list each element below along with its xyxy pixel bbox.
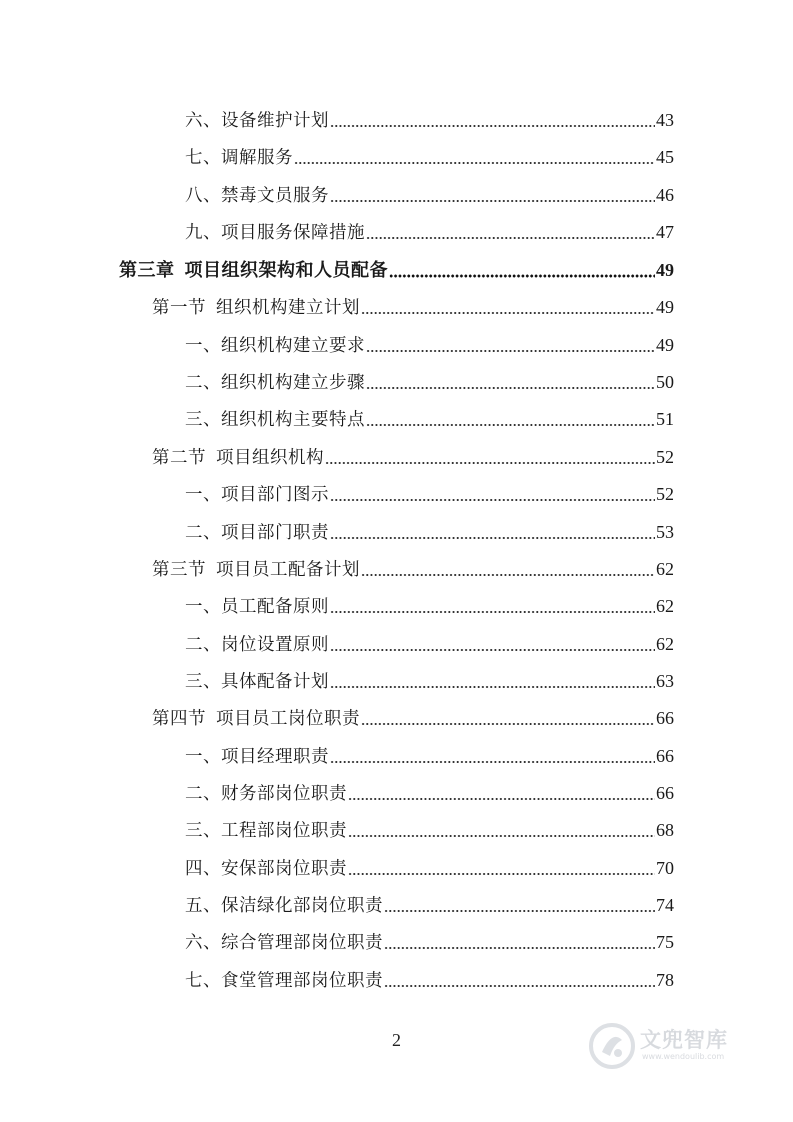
toc-entry[interactable]	[185, 405, 674, 433]
toc-dot-leader	[330, 757, 655, 767]
toc-entry-number: 第二节	[152, 448, 206, 468]
toc-entry-page: 52	[656, 447, 674, 467]
toc-entry-label	[185, 144, 293, 172]
toc-entry-title: 项目部门职责	[221, 523, 329, 543]
toc-dot-leader	[366, 233, 655, 243]
toc-dot-leader	[384, 906, 655, 916]
toc-entry-page: 63	[656, 671, 674, 691]
toc-dot-leader	[330, 495, 655, 505]
toc-dot-leader	[330, 121, 655, 131]
toc-entry[interactable]	[185, 331, 674, 359]
toc-entry-number: 三、	[185, 410, 221, 430]
toc-entry-page: 43	[656, 110, 674, 130]
toc-dot-leader	[384, 943, 655, 953]
toc-entry[interactable]	[185, 854, 674, 882]
toc-entry-label	[185, 631, 329, 659]
toc-entry-title: 综合管理部岗位职责	[221, 933, 383, 953]
toc-entry-number: 三、	[185, 672, 221, 692]
toc-entry-number: 一、	[185, 747, 221, 767]
toc-entry-page: 68	[656, 820, 674, 840]
toc-dot-leader	[361, 308, 655, 318]
toc-entry-title: 食堂管理部岗位职责	[221, 971, 383, 991]
toc-entry-number: 第四节	[152, 709, 206, 729]
toc-entry-title: 项目员工岗位职责	[216, 709, 360, 729]
toc-entry-number: 七、	[185, 148, 221, 168]
toc-entry-number: 三、	[185, 821, 221, 841]
toc-dot-leader	[330, 533, 655, 543]
toc-dot-leader	[366, 346, 655, 356]
toc-entry[interactable]	[185, 928, 674, 956]
toc-entry[interactable]	[152, 293, 674, 321]
toc-entry-title: 项目组织架构和人员配备	[184, 260, 388, 281]
toc-entry-label	[185, 855, 347, 883]
toc-entry-page: 74	[656, 895, 674, 915]
toc-entry-page: 49	[656, 297, 674, 317]
watermark-logo-icon	[588, 1022, 636, 1070]
toc-entry-number: 二、	[185, 635, 221, 655]
toc-entry-label	[185, 519, 329, 547]
toc-entry-page: 47	[656, 222, 674, 242]
toc-entry-label	[185, 369, 365, 397]
toc-entry-label	[185, 668, 329, 696]
toc-entry-title: 具体配备计划	[221, 672, 329, 692]
toc-entry-label	[185, 967, 383, 995]
toc-entry[interactable]	[185, 592, 674, 620]
toc-entry[interactable]	[185, 742, 674, 770]
toc-dot-leader	[361, 570, 655, 580]
toc-entry[interactable]	[185, 518, 674, 546]
toc-dot-leader	[330, 682, 655, 692]
toc-entry-page: 75	[656, 932, 674, 952]
toc-entry-label	[152, 705, 360, 733]
toc-dot-leader	[348, 831, 655, 841]
toc-entry-title: 设备维护计划	[221, 111, 329, 131]
toc-entry-page: 62	[656, 596, 674, 616]
toc-entry[interactable]	[185, 106, 674, 134]
toc-entry[interactable]	[185, 966, 674, 994]
toc-entry-number: 七、	[185, 971, 221, 991]
toc-entry-title: 安保部岗位职责	[221, 859, 347, 879]
toc-entry-number: 四、	[185, 859, 221, 879]
toc-dot-leader	[294, 158, 655, 168]
toc-entry-label	[185, 107, 329, 135]
toc-entry-page: 49	[656, 260, 674, 280]
toc-entry-label	[152, 556, 360, 584]
toc-entry-page: 66	[656, 783, 674, 803]
toc-entry-label	[119, 257, 388, 285]
toc-entry-title: 工程部岗位职责	[221, 821, 347, 841]
toc-entry-label	[185, 817, 347, 845]
toc-entry[interactable]	[185, 816, 674, 844]
toc-entry-number: 六、	[185, 933, 221, 953]
toc-entry[interactable]	[185, 181, 674, 209]
toc-entry-title: 组织机构建立要求	[221, 336, 365, 356]
toc-entry-number: 第三节	[152, 560, 206, 580]
toc-entry-label	[185, 332, 365, 360]
toc-entry-title: 员工配备原则	[221, 597, 329, 617]
toc-entry-page: 62	[656, 634, 674, 654]
toc-entry-number: 五、	[185, 896, 221, 916]
toc-entry[interactable]	[152, 443, 674, 471]
toc-entry-number: 八、	[185, 186, 221, 206]
toc-entry[interactable]	[185, 630, 674, 658]
toc-entry-label	[185, 219, 365, 247]
toc-entry-page: 53	[656, 522, 674, 542]
toc-entry-label	[185, 406, 365, 434]
toc-entry-page: 62	[656, 559, 674, 579]
toc-entry-page: 52	[656, 484, 674, 504]
toc-entry[interactable]	[152, 555, 674, 583]
toc-entry-title: 项目员工配备计划	[216, 560, 360, 580]
toc-entry-page: 49	[656, 335, 674, 355]
toc-entry-title: 项目服务保障措施	[221, 223, 365, 243]
toc-entry-number: 第一节	[152, 298, 206, 318]
toc-entry-label	[185, 182, 329, 210]
watermark-brand: 文兜智库	[640, 1028, 728, 1052]
toc-entry-label	[185, 780, 347, 808]
toc-entry-page: 66	[656, 708, 674, 728]
toc-entry-label	[185, 593, 329, 621]
toc-dot-leader	[330, 607, 655, 617]
toc-entry-page: 78	[656, 970, 674, 990]
toc-entry[interactable]	[185, 891, 674, 919]
toc-entry-number: 一、	[185, 597, 221, 617]
toc-entry-title: 岗位设置原则	[221, 635, 329, 655]
toc-entry-title: 调解服务	[221, 148, 293, 168]
toc-entry-number: 一、	[185, 485, 221, 505]
toc-entry-label	[185, 929, 383, 957]
toc-entry[interactable]	[185, 143, 674, 171]
toc-entry-label	[152, 294, 360, 322]
toc-entry-title: 组织机构建立步骤	[221, 373, 365, 393]
toc-entry-number: 二、	[185, 523, 221, 543]
toc-dot-leader	[330, 196, 655, 206]
toc-entry[interactable]	[185, 779, 674, 807]
toc-entry-number: 一、	[185, 336, 221, 356]
toc-entry-page: 50	[656, 372, 674, 392]
toc-dot-leader	[389, 271, 655, 281]
toc-entry-label	[185, 892, 383, 920]
toc-entry-number: 九、	[185, 223, 221, 243]
toc-entry-title: 项目经理职责	[221, 747, 329, 767]
toc-dot-leader	[384, 981, 655, 991]
watermark	[588, 1020, 758, 1072]
toc-entry-title: 组织机构主要特点	[221, 410, 365, 430]
toc-dot-leader	[366, 383, 655, 393]
toc-entry-page: 51	[656, 409, 674, 429]
watermark-url: www.wendoulib.com	[642, 1052, 725, 1061]
toc-dot-leader	[348, 869, 655, 879]
toc-entry-label	[185, 481, 329, 509]
toc-entry-title: 组织机构建立计划	[216, 298, 360, 318]
toc-entry-title: 项目部门图示	[221, 485, 329, 505]
toc-entry-page: 70	[656, 858, 674, 878]
toc-entry-page: 66	[656, 746, 674, 766]
toc-dot-leader	[366, 420, 655, 430]
toc-entry-number: 二、	[185, 784, 221, 804]
toc-dot-leader	[361, 719, 655, 729]
toc-entry[interactable]	[152, 704, 674, 732]
toc-entry[interactable]	[119, 256, 674, 284]
toc-entry-number: 第三章	[119, 260, 175, 281]
toc-entry[interactable]	[185, 480, 674, 508]
toc-entry-title: 项目组织机构	[216, 448, 324, 468]
toc-dot-leader	[348, 794, 655, 804]
toc-entry-page: 46	[656, 185, 674, 205]
toc-entry-page: 45	[656, 147, 674, 167]
toc-entry[interactable]	[185, 667, 674, 695]
page-number: 2	[392, 1030, 401, 1050]
toc-entry-label	[152, 444, 324, 472]
toc-entry-title: 保洁绿化部岗位职责	[221, 896, 383, 916]
toc-entry-number: 六、	[185, 111, 221, 131]
toc-entry-title: 禁毒文员服务	[221, 186, 329, 206]
toc-entry-label	[185, 743, 329, 771]
toc-entry-number: 二、	[185, 373, 221, 393]
toc-dot-leader	[330, 645, 655, 655]
toc-dot-leader	[325, 458, 655, 468]
toc-entry-title: 财务部岗位职责	[221, 784, 347, 804]
toc-entry[interactable]	[185, 368, 674, 396]
toc-entry[interactable]	[185, 218, 674, 246]
